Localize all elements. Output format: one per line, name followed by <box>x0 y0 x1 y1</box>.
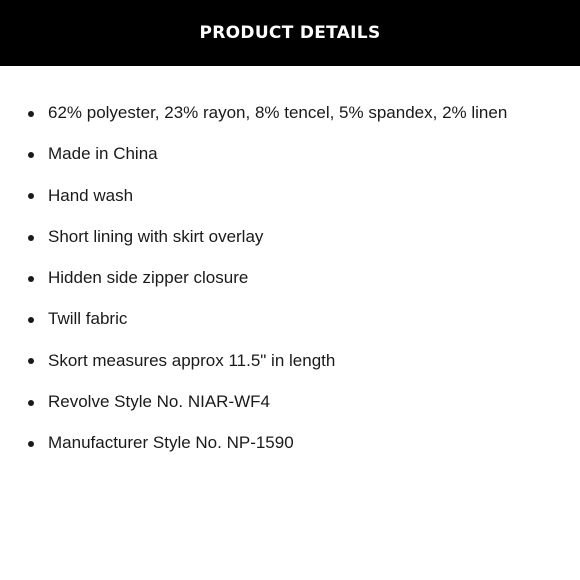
bullet-icon <box>28 152 34 158</box>
detail-text: 62% polyester, 23% rayon, 8% tencel, 5% spandex, 2% linen <box>48 103 508 122</box>
detail-text: Hand wash <box>48 185 134 205</box>
bullet-icon <box>28 111 34 117</box>
bullet-icon <box>28 193 34 199</box>
detail-item-care <box>0 175 580 216</box>
detail-text: Hidden side zipper closure <box>48 268 249 288</box>
detail-item-closure <box>0 257 580 298</box>
detail-text: Skort measures approx 11.5" in length <box>48 350 336 370</box>
detail-text: Made in China <box>48 144 158 164</box>
detail-text: Twill fabric <box>48 309 128 329</box>
detail-item-measurements <box>0 340 580 381</box>
detail-text: Short lining with skirt overlay <box>48 226 264 246</box>
bullet-icon <box>28 358 34 364</box>
detail-item-revolve-style <box>0 381 580 422</box>
bullet-icon <box>28 235 34 241</box>
bullet-icon <box>28 317 34 323</box>
bullet-icon <box>28 276 34 282</box>
bullet-icon <box>28 441 34 447</box>
bullet-icon <box>28 400 34 406</box>
product-details-list <box>0 92 580 464</box>
detail-item-origin <box>0 133 580 174</box>
product-details-header <box>0 0 580 66</box>
detail-item-lining <box>0 216 580 257</box>
detail-item-composition <box>0 92 580 133</box>
detail-item-manufacturer-style <box>0 422 580 463</box>
detail-item-fabric <box>0 298 580 339</box>
header-title: PRODUCT DETAILS <box>199 23 381 43</box>
detail-text: Revolve Style No. NIAR-WF4 <box>48 392 270 412</box>
detail-text: Manufacturer Style No. NP-1590 <box>48 433 294 453</box>
